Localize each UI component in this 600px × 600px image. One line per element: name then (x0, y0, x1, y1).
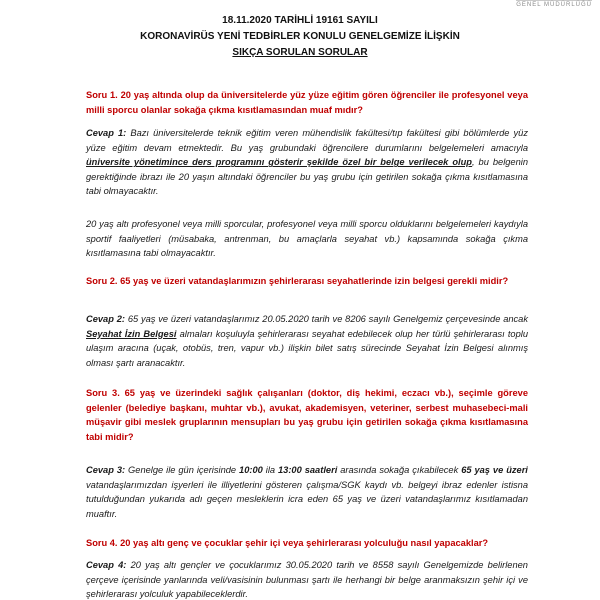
question-2-text: 65 yaş ve üzeri vatandaşlarımızın şehirlerarası seyahatlerinde izin belgesi gerekli midir? (120, 276, 509, 286)
answer-2-label: Cevap 2: (86, 314, 125, 324)
answer-3-text-1: Genelge ile gün içerisinde (128, 465, 237, 475)
answer-4 (86, 558, 528, 600)
answer-3-hour-1: 10:00 (239, 465, 263, 475)
answer-1-emphasis: üniversite yönetimince ders programını gösterir şekilde özel bir belge verilecek olup (86, 157, 472, 168)
question-3-text: 65 yaş ve üzerindeki sağlık çalışanları (doktor, diş hekimi, eczacı vb.), seçimle göreve gelenler (belediye başkanı, muhtar vb.), avukat, akademisyen, veteriner, serbest muhasebeci-mali müşavir gibi meslek gruplarının mensupları bu yaş grubu için getirilen sokağa çıkma kısıtlamasına tabi midir? (86, 388, 528, 442)
corner-logo-text: GENEL MÜDÜRLÜĞÜ (516, 2, 592, 8)
answer-3 (86, 463, 528, 521)
answer-1-text-start: Bazı üniversitelerde teknik eğitim veren mühendislik fakültesi/tıp fakültesi gibi bölümlerde yüz yüze eğitim devam etmektedir. Bu yaş grubundaki öğrencilere durumlarını belgelemeleri amacıyla (86, 128, 528, 153)
question-4 (86, 536, 528, 551)
question-4-text: 20 yaş altı genç ve çocuklar şehir içi veya şehirlerarası yolculuğu nasıl yapacaklar? (120, 538, 489, 548)
question-2-label: Soru 2. (86, 276, 118, 286)
answer-4-text: 20 yaş altı gençler ve çocuklarımız 30.05.2020 tarih ve 8558 sayılı Genelgemizde belirlenen çerçeve içerisinde yanlarında veli/vasisinin bulunması şartı ile herhangi bir belge aranmaksızın şehir içi ve şehirlerarası yolculuk yapabileceklerdir. (86, 560, 528, 600)
emblem-logo-icon (0, 0, 38, 12)
question-2 (86, 274, 528, 289)
answer-3-hour-2: 13:00 saatleri (278, 465, 338, 475)
answer-3-text-4: vatandaşlarımızdan işyerleri ile illiyetlerini gösteren çalışma/SGK kaydı vb. belgeyi ibraz edenler istisna tutulduğundan yukarıda adı geçen mesleklerin icra eden 65 yaş ve üzeri vatandaşlarımız kısıtlamadan muaftır. (86, 479, 528, 519)
answer-3-label: Cevap 3: (86, 465, 126, 475)
document-header (0, 13, 600, 61)
header-line-3: SIKÇA SORULAN SORULAR (232, 47, 368, 58)
header-line-1: 18.11.2020 TARİHLİ 19161 SAYILI (222, 15, 378, 26)
question-3-label: Soru 3. (86, 388, 120, 398)
question-1-label: Soru 1. (86, 90, 118, 100)
question-4-label: Soru 4. (86, 538, 118, 548)
answer-2-text-start: 65 yaş ve üzeri vatandaşlarımız 20.05.2020 tarih ve 8206 sayılı Genelgemiz çerçevesinde ancak (127, 314, 529, 324)
answer-3-text-3: arasında sokağa çıkabilecek (340, 465, 459, 475)
header-line-2: KORONAVİRÜS YENİ TEDBİRLER KONULU GENELGEMİZE İLİŞKİN (140, 31, 460, 42)
answer-1 (86, 126, 528, 199)
answer-2 (86, 312, 528, 370)
question-1 (86, 88, 528, 117)
answer-2-text-end: almaları koşuluyla şehirlerarası seyahat edebilecek olup her türlü şehirlerarası toplu ulaşım aracına (uçak, otobüs, tren, vapur vb.) ilişkin bilet satış sürecinde Seyahat İzin Belgesi alınmış olması şartı aranacaktır. (86, 328, 528, 368)
question-1-text: 20 yaş altında olup da üniversitelerde yüz yüze eğitim gören öğrenciler ile profesyonel veya milli sporcu olanlar sokağa çıkma kısıtlamasından muaf mıdır? (86, 90, 528, 115)
answer-2-emphasis: Seyahat İzin Belgesi (86, 328, 177, 339)
answer-1-text-end: , bu belgenin gerektiğinde ibrazı ile 20 yaşın altındaki öğrenciler bu yaş grubu için getirilen sokağa çıkma kısıtlamasına tabi olmayacaktır. (86, 157, 529, 197)
answer-3-age-group: 65 yaş ve üzeri (461, 465, 528, 475)
answer-1-label: Cevap 1: (86, 128, 127, 138)
answer-4-label: Cevap 4: (86, 560, 127, 570)
question-3 (86, 386, 528, 444)
answer-3-text-2: ila (265, 465, 276, 475)
answer-1-paragraph-2: 20 yaş altı profesyonel veya milli sporcular, profesyonel veya milli sporcu olduklarını belgelemeleri kaydıyla sportif faaliyetleri (müsabaka, antrenman, bu amaçlarla seyahat vb.) kapsamında sokağa çıkma kısıtlamasına tabi olmayacaktır. (86, 219, 528, 259)
